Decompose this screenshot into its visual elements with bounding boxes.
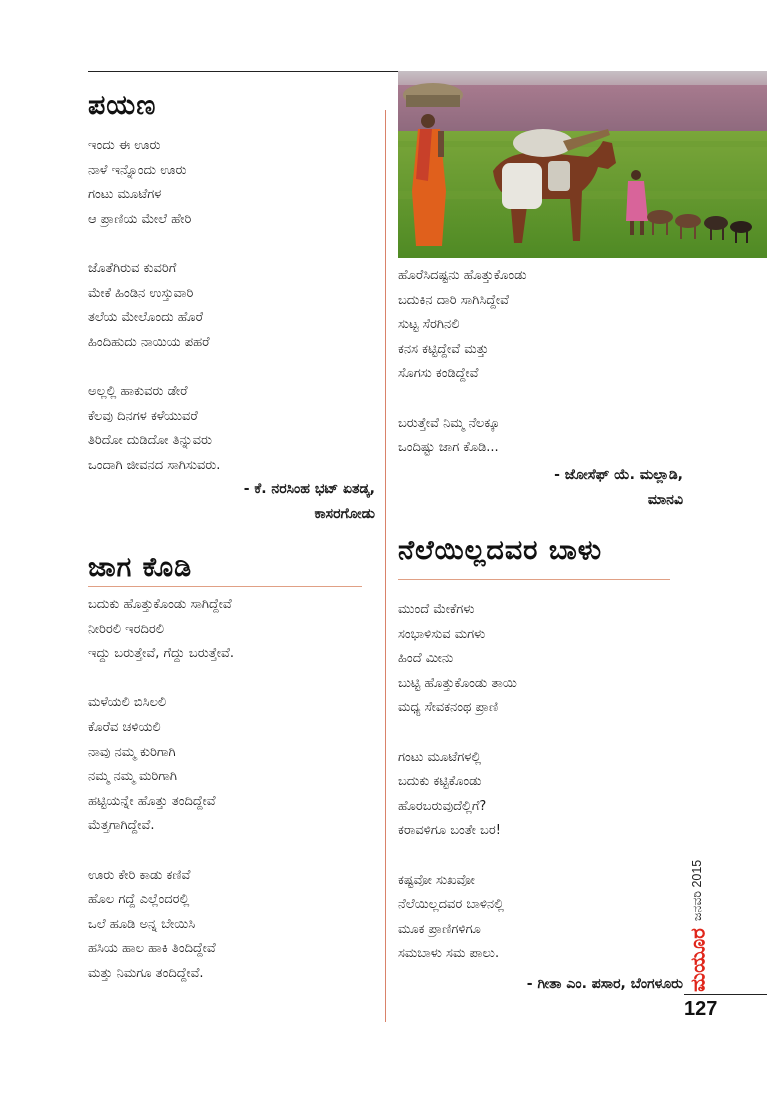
stanza-gap	[398, 844, 517, 869]
column-divider	[385, 110, 386, 1022]
poem-line: ಮುಂದೆ ಮೇಕೆಗಳು	[398, 602, 475, 617]
stanza-gap	[88, 355, 220, 380]
poem-line: ಹಿಂದೆ ಮೀನು	[398, 651, 454, 667]
poem-credit-payana	[120, 477, 375, 526]
credit-line: - ಗೀತಾ ಎಂ. ಪಸಾರ, ಬೆಂಗಳೂರು	[526, 976, 683, 992]
poem-line: ಮೇಕೆ ಹಿಂಡಿನ ಉಸ್ತುವಾರಿ	[88, 285, 194, 301]
poem-line: ನೀರಿರಲಿ ಇರದಿರಲಿ	[88, 621, 165, 637]
poem-line: ಬುಟ್ಟಿ ಹೊತ್ತುಕೊಂಡು ತಾಯಿ	[398, 675, 517, 691]
poem-body-jaaga-kodi	[88, 593, 234, 987]
poem-title-jaaga-kodi: ಜಾಗ ಕೊಡಿ	[88, 552, 193, 583]
poem-line: ಇಂದು ಈ ಊರು	[88, 138, 161, 153]
poem-line: ಹಟ್ಟಿಯನ್ನೇ ಹೊತ್ತು ತಂದಿದ್ದೇವೆ	[88, 793, 216, 809]
poem-body-neleyilladavara-baalu	[398, 598, 517, 967]
stanza-gap	[398, 721, 517, 746]
credit-line: - ಜೋಸೆಫ್ ಯೆ. ಮಲ್ಲಾಡಿ,	[554, 467, 683, 483]
stanza-gap	[88, 839, 234, 864]
stanza-gap	[398, 387, 527, 412]
top-rule	[88, 71, 400, 72]
poem-line: ಬದುಕು ಕಟ್ಟಿಕೊಂಡು	[398, 774, 482, 790]
poem-line: ಒಂದಾಗಿ ಜೀವನದ ಸಾಗಿಸುವರು.	[88, 457, 221, 473]
poem-title-neleyilladavara-baalu: ನೆಲೆಯಿಲ್ಲದವರ ಬಾಳು	[398, 535, 603, 566]
poem-line: ಹೊರೆಸಿದಷ್ಟನು ಹೊತ್ತುಕೊಂಡು	[398, 268, 527, 283]
poem-line: ಬದುಕು ಹೊತ್ತುಕೊಂಡು ಸಾಗಿದ್ದೇವೆ	[88, 597, 232, 612]
credit-line: ಕಾಸರಗೋಡು	[314, 505, 375, 522]
poem-line: ನಾವು ನಮ್ಮ ಕುರಿಗಾಗಿ	[88, 744, 176, 760]
poem-line: ನಾಳೆ ಇನ್ನೊಂದು ಊರು	[88, 162, 187, 178]
stanza-gap	[88, 667, 234, 692]
poem-line: ಹೊಲ ಗದ್ದೆ ಎಲ್ಲೆಂದರಲ್ಲಿ	[88, 892, 190, 908]
poem-line: ಗಂಟು ಮೂಟೆಗಳಲ್ಲಿ	[398, 749, 482, 765]
poem-line: ಬದುಕಿನ ದಾರಿ ಸಾಗಿಸಿದ್ದೇವೆ	[398, 292, 509, 308]
poem-line: ಆ ಪ್ರಾಣಿಯ ಮೇಲೆ ಹೇರಿ	[88, 211, 192, 227]
page-number: 127	[684, 998, 718, 1020]
poem-line: ಮೂಕ ಪ್ರಾಣಿಗಳಿಗೂ	[398, 921, 481, 937]
poem-line: ಮಳೆಯಲಿ ಬಿಸಿಲಲಿ	[88, 695, 167, 711]
nomad-family-photo	[398, 71, 767, 258]
title-underline	[398, 579, 670, 580]
poem-credit-neleyilladavara-baalu	[398, 972, 683, 997]
poem-line: ಕರಾವಳಿಗೂ ಬಂತೇ ಬರ!	[398, 823, 501, 839]
stanza-gap	[88, 232, 220, 257]
poem-line: ತಲೆಯ ಮೇಲೊಂದು ಹೊರೆ	[88, 310, 203, 326]
poem-credit-jaaga-kodi	[398, 463, 683, 512]
poem-line: ಕೆಲವು ದಿನಗಳ ಕಳೆಯುವರೆ	[88, 408, 198, 424]
poem-line: ಹಿಂದಿಹುದು ನಾಯಿಯ ಪಹರೆ	[88, 334, 210, 350]
poem-line: ನಮ್ಮ ನಮ್ಮ ಮರಿಗಾಗಿ	[88, 769, 177, 785]
poem-line: ಜೊತೆಗಿರುವ ಕುವರಿಗೆ	[88, 260, 177, 276]
poem-line: ಗಂಟು ಮೂಟೆಗಳ	[88, 187, 162, 203]
poem-line: ಮಧ್ಯ ಸೇವಕನಂಥ ಪ್ರಾಣಿ	[398, 700, 499, 716]
magazine-logo-text: ಮಯೂರ	[685, 928, 710, 992]
poem-line: ಒಲೆ ಹೂಡಿ ಅನ್ನ ಬೇಯಿಸಿ	[88, 916, 196, 932]
poem-line: ಸಂಭಾಳಿಸುವ ಮಗಳು	[398, 626, 486, 642]
poem-line: ಕನಸ ಕಟ್ಟಿದ್ದೇವೆ ಮತ್ತು	[398, 341, 489, 357]
poem-line: ಮತ್ತು ನಿಮಗೂ ತಂದಿದ್ದೇವೆ.	[88, 965, 204, 981]
poem-body-jaaga-kodi-continued	[398, 264, 527, 461]
poem-line: ಒಂದಿಷ್ಟು ಜಾಗ ಕೊಡಿ...	[398, 440, 499, 456]
poem-line: ಊರು ಕೇರಿ ಕಾಡು ಕಣಿವೆ	[88, 867, 191, 883]
poem-line: ಇದ್ದು ಬರುತ್ತೇವೆ, ಗೆದ್ದು ಬರುತ್ತೇವೆ.	[88, 646, 234, 662]
poem-line: ಕೊರೆವ ಚಳಿಯಲಿ	[88, 719, 161, 735]
poem-line: ನೆಲೆಯಿಲ್ಲದವರ ಬಾಳಿನಲ್ಲಿ	[398, 897, 504, 913]
credit-line: ಮಾನವಿ	[647, 491, 683, 508]
issue-date: ಜನವರಿ 2015	[690, 859, 704, 921]
page-number-rule	[684, 994, 767, 995]
poem-body-payana	[88, 134, 220, 478]
poem-line: ಸೊಗಸು ಕಂಡಿದ್ದೇವೆ	[398, 366, 479, 382]
poem-line: ಹೊರಬರುವುದೆಲ್ಲಿಗೆ?	[398, 798, 487, 814]
poem-line: ಸುಟ್ಟ ಸೆರಗಿನಲಿ	[398, 317, 460, 333]
magazine-logo	[684, 928, 714, 992]
poem-line: ಸಮಬಾಳು ಸಮ ಪಾಲು.	[398, 946, 500, 962]
credit-line: - ಕೆ. ನರಸಿಂಹ ಭಟ್ ಏತಡ್ಕ,	[243, 481, 375, 497]
poem-title-payana: ಪಯಣ	[88, 90, 157, 121]
poem-line: ಮೆತ್ತಗಾಗಿದ್ದೇವೆ.	[88, 818, 155, 834]
poem-line: ಕಷ್ಟವೋ ಸುಖವೋ	[398, 872, 475, 888]
poem-line: ಅಲ್ಲಲ್ಲಿ ಹಾಕುವರು ಡೇರೆ	[88, 383, 188, 399]
poem-line: ತಿರಿದೋ ದುಡಿದೋ ತಿನ್ನುವರು	[88, 433, 213, 449]
poem-line: ಹಸಿಯ ಹಾಲ ಹಾಕಿ ತಿಂದಿದ್ದೇವೆ	[88, 941, 216, 957]
title-underline	[88, 586, 362, 587]
poem-line: ಬರುತ್ತೇವೆ ನಿಮ್ಮ ನೆಲಕ್ಕೂ	[398, 415, 500, 431]
